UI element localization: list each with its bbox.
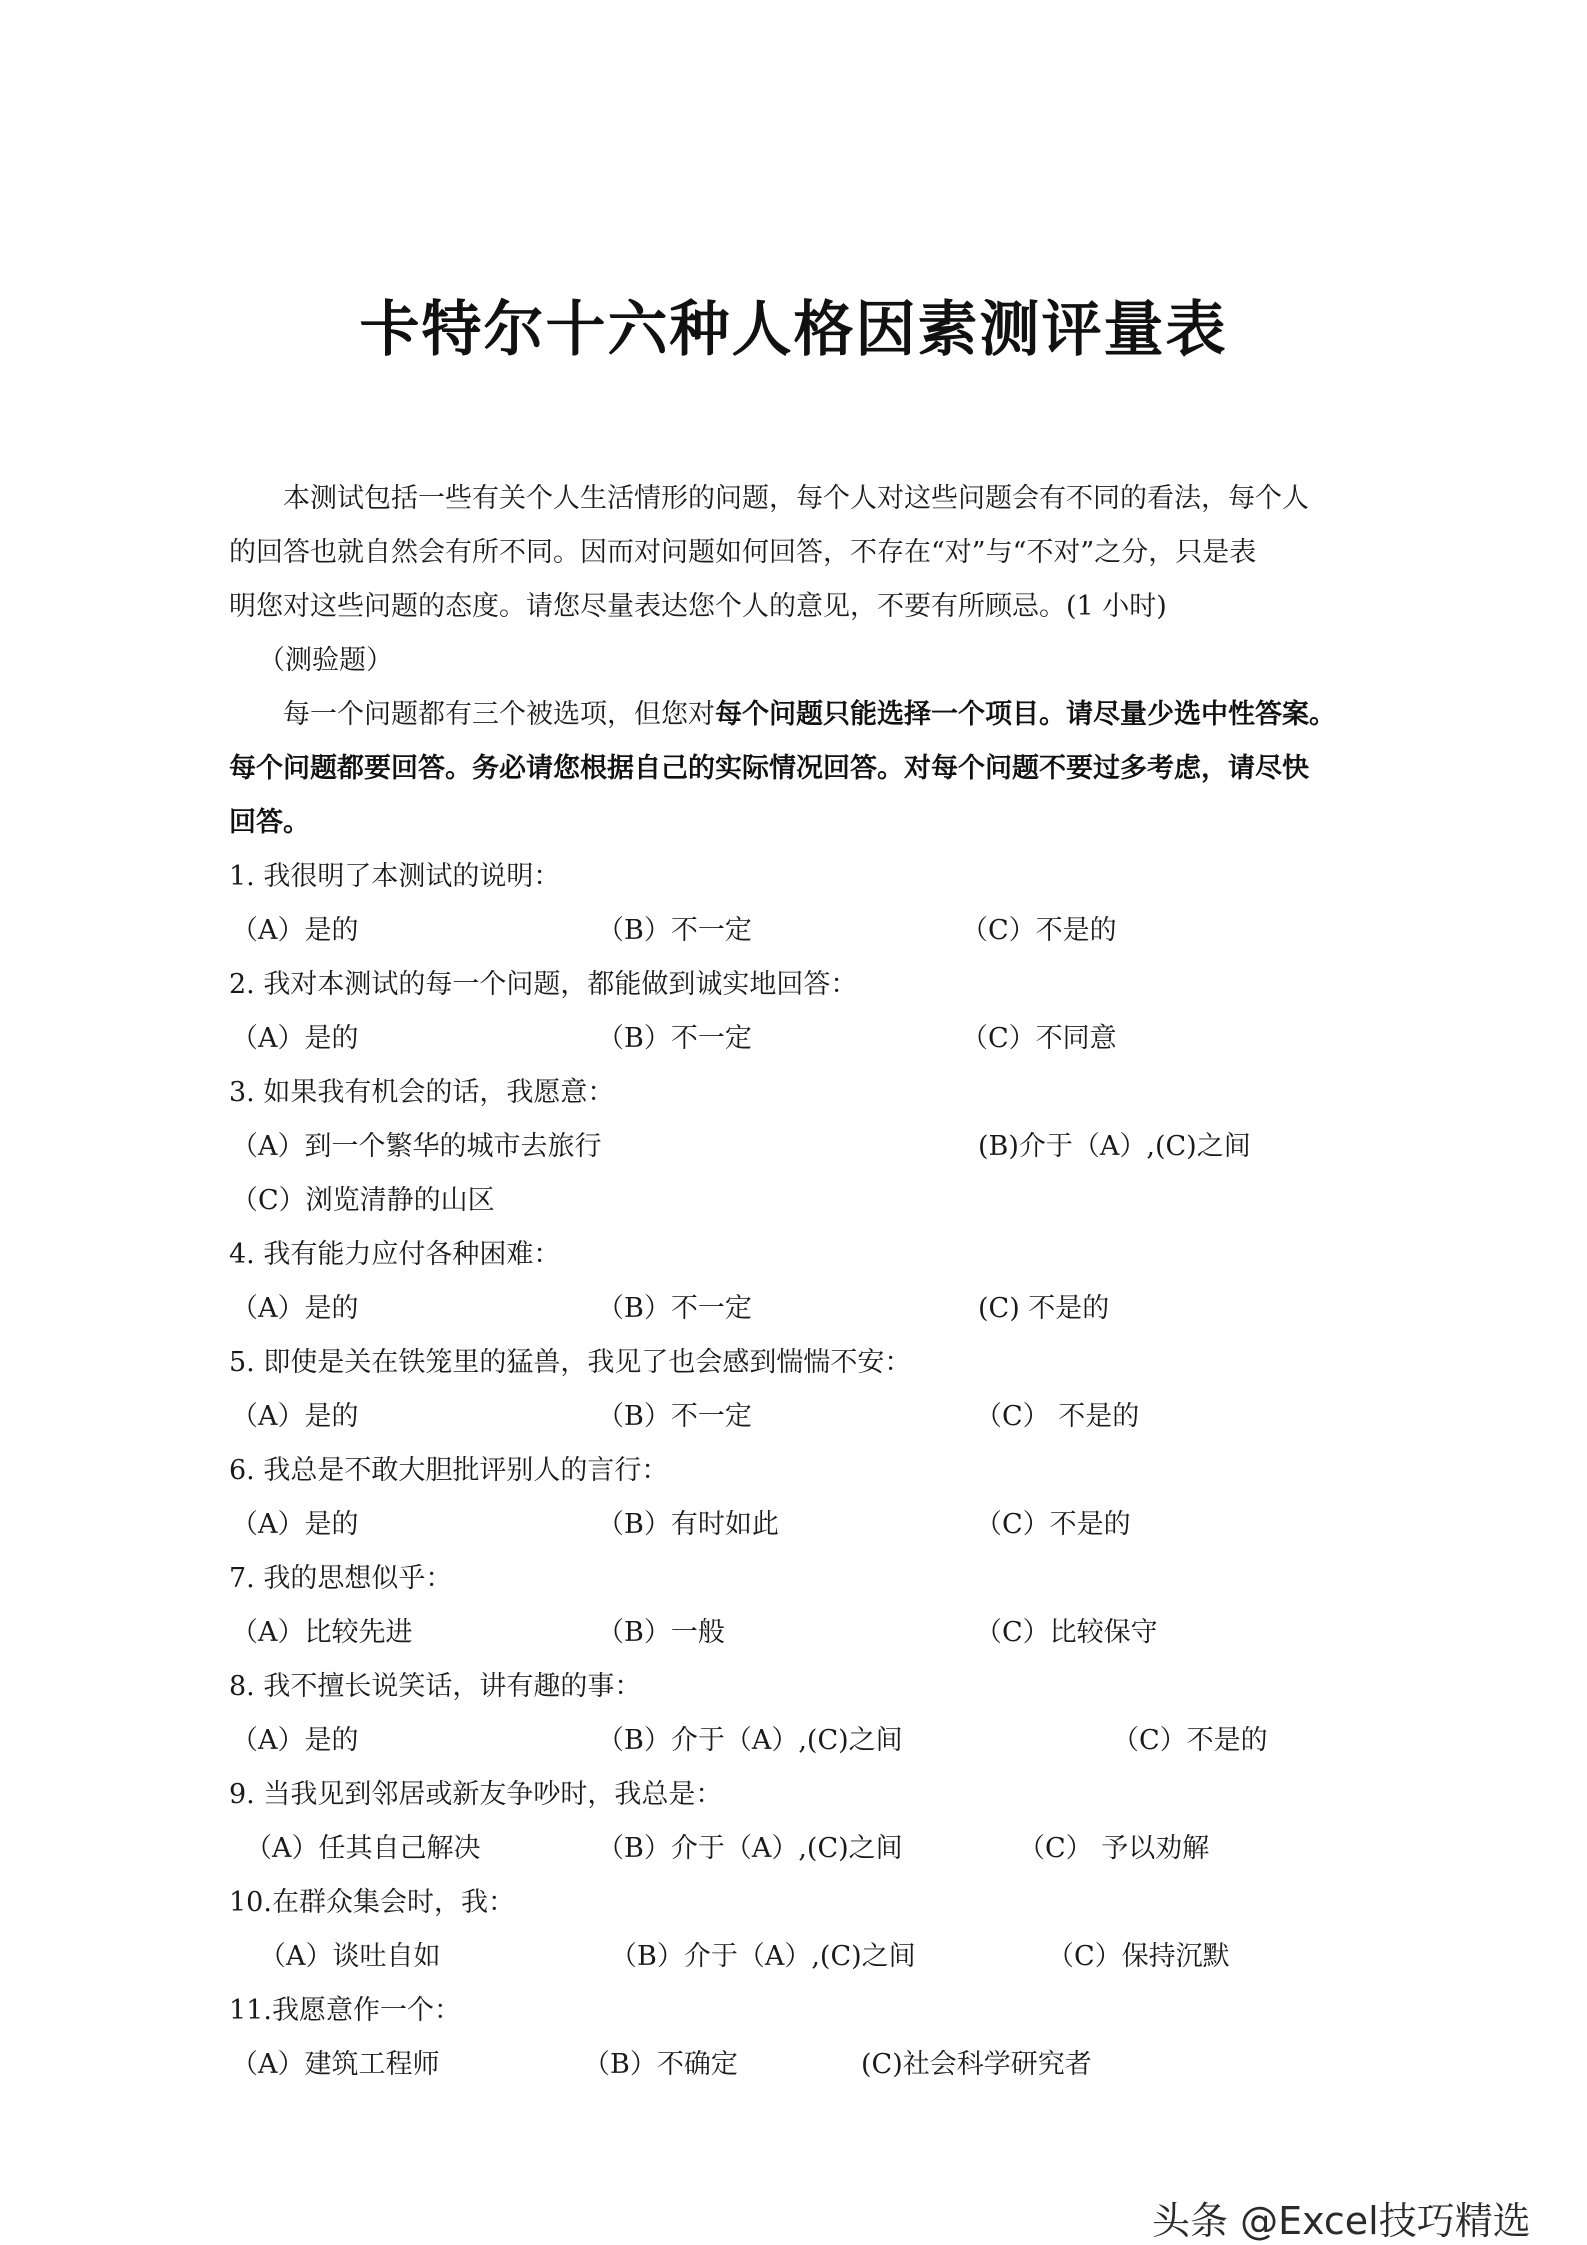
- q11-option-b: （B）不确定: [583, 2049, 738, 2080]
- q10-option-a: （A）谈吐自如: [259, 1941, 441, 1972]
- q7-option-c: （C）比较保守: [975, 1617, 1158, 1648]
- question-3: 3. 如果我有机会的话，我愿意：: [229, 1077, 615, 1108]
- q1-option-b: （B）不一定: [597, 915, 752, 946]
- q11-option-c: (C)社会科学研究者: [861, 2049, 1092, 2080]
- q9-option-c: （C） 予以劝解: [1018, 1833, 1210, 1864]
- q6-option-a: （A）是的: [231, 1509, 359, 1540]
- question-7: 7. 我的思想似乎：: [229, 1563, 453, 1594]
- q1-option-a: （A）是的: [231, 915, 359, 946]
- instructions-line-2: 每个问题都要回答。务必请您根据自己的实际情况回答。对每个问题不要过多考虑，请尽快: [229, 753, 1309, 784]
- section-label: （测验题）: [258, 645, 393, 676]
- instructions-line-3: 回答。: [229, 807, 310, 838]
- question-9: 9. 当我见到邻居或新友争吵时，我总是：: [229, 1779, 723, 1810]
- question-8: 8. 我不擅长说笑话，讲有趣的事：: [229, 1671, 642, 1702]
- question-11: 11.我愿意作一个：: [229, 1995, 461, 2026]
- q3-option-c: （C）浏览清静的山区: [231, 1185, 495, 1216]
- intro-line-1: 本测试包括一些有关个人生活情形的问题，每个人对这些问题会有不同的看法，每个人: [283, 483, 1309, 514]
- q4-option-c: (C) 不是的: [978, 1293, 1110, 1324]
- q7-option-a: （A）比较先进: [231, 1617, 413, 1648]
- q1-option-c: （C）不是的: [961, 915, 1117, 946]
- q5-option-b: （B）不一定: [597, 1401, 752, 1432]
- q8-option-b: （B）介于（A）,(C)之间: [597, 1725, 903, 1756]
- question-1: 1. 我很明了本测试的说明：: [229, 861, 561, 892]
- question-10: 10.在群众集会时，我：: [229, 1887, 515, 1918]
- instructions-bold-text: 每个问题只能选择一个项目。请尽量少选中性答案。: [715, 699, 1336, 730]
- q3-option-b: (B)介于（A）,(C)之间: [978, 1131, 1251, 1162]
- q9-option-a: （A）任其自己解决: [245, 1833, 481, 1864]
- instructions-normal-text: 每一个问题都有三个被选项，但您对: [283, 699, 715, 730]
- watermark: 头条 @Excel技巧精选: [1152, 2199, 1531, 2243]
- q10-option-b: （B）介于（A）,(C)之间: [610, 1941, 916, 1972]
- q10-option-c: （C）保持沉默: [1047, 1941, 1230, 1972]
- q6-option-c: （C）不是的: [975, 1509, 1131, 1540]
- q9-option-b: （B）介于（A）,(C)之间: [597, 1833, 903, 1864]
- instructions-line-1: [283, 697, 1336, 733]
- question-4: 4. 我有能力应付各种困难：: [229, 1239, 561, 1270]
- question-5: 5. 即使是关在铁笼里的猛兽，我见了也会感到惴惴不安：: [229, 1347, 912, 1378]
- q11-option-a: （A）建筑工程师: [231, 2049, 440, 2080]
- q2-option-c: （C）不同意: [961, 1023, 1117, 1054]
- q6-option-b: （B）有时如此: [597, 1509, 779, 1540]
- intro-line-3: 明您对这些问题的态度。请您尽量表达您个人的意见，不要有所顾忌。(1 小时): [229, 591, 1167, 622]
- q5-option-a: （A）是的: [231, 1401, 359, 1432]
- intro-line-2: 的回答也就自然会有所不同。因而对问题如何回答，不存在“对”与“不对”之分，只是表: [229, 537, 1257, 568]
- question-6: 6. 我总是不敢大胆批评别人的言行：: [229, 1455, 669, 1486]
- q5-option-c: （C） 不是的: [975, 1401, 1140, 1432]
- document-title: 卡特尔十六种人格因素测评量表: [359, 295, 1228, 365]
- q2-option-b: （B）不一定: [597, 1023, 752, 1054]
- q8-option-c: （C）不是的: [1112, 1725, 1268, 1756]
- q8-option-a: （A）是的: [231, 1725, 359, 1756]
- q4-option-b: （B）不一定: [597, 1293, 752, 1324]
- q7-option-b: （B）一般: [597, 1617, 725, 1648]
- q4-option-a: （A）是的: [231, 1293, 359, 1324]
- question-2: 2. 我对本测试的每一个问题，都能做到诚实地回答：: [229, 969, 858, 1000]
- q3-option-a: （A）到一个繁华的城市去旅行: [231, 1131, 602, 1162]
- q2-option-a: （A）是的: [231, 1023, 359, 1054]
